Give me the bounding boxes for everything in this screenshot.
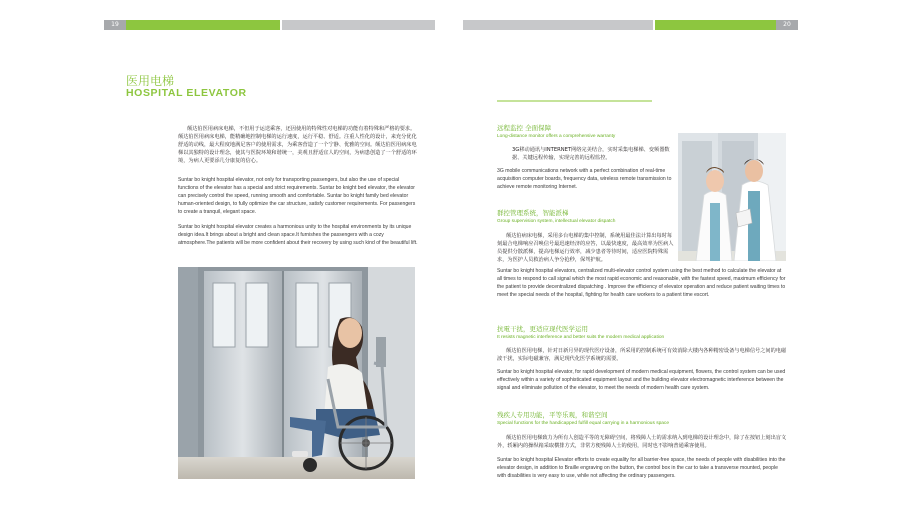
doctors-illustration [678,133,786,261]
doctors-photo [678,133,786,261]
wheelchair-elevator-illustration [178,267,415,479]
section-3-heading-cn: 抗電干扰，更适应现代医学运用 [497,325,588,333]
section-2-heading-cn: 群控管理系统，智能派梯 [497,209,569,217]
page-title-cn: 医用电梯 [126,74,175,88]
right-header-grey-bar [463,20,653,30]
intro-paragraph-cn: 颠达伯医用病床电梯，不但用于运送乘客，还因使用的特殊性对电梯的功能有着特殊和严格的要求。颠达伯医用病床电梯，能精确地控制电梯的运行速度，运行平稳、舒适。注重人性化的设计，来充分优化舒适的动线，最大程度地满足客户的使用需求，为乘客营造了一个宁静、优雅的空间。颠达伯医用病床电梯以其独特的设计理念，使其与医院环境和谐统一，美观且舒适宜人的空间，为病患创造了一个舒适的环境，为病人更要添几分康复的信心。 [178,126,417,164]
section-2-heading [497,209,757,225]
section-1-body-en: 3G mobile communications network with a perfect combination of real-time acquisition computer boards, frequency data, wireless remote transmission to achieve remote monitoring Internet. [497,168,672,190]
section-3-body-cn: 颠达伯医用电梯，针对日新月异的现代医疗设备，所采用的控制系统可有效消除大楼内各种精密设备与电梯信号之间的电磁波干扰，实际电磁兼容，满足现代化医学系统的需要。 [497,348,787,362]
left-header-grey-bar [282,20,435,30]
section-2-heading-en: Group supervision system, intellectual elevator dispatch [497,219,616,224]
right-page-number: 20 [776,20,798,30]
section-4-body-cn: 颠达伯医用电梯致力为所有人创造平等的无障碍空间，将残障人士的需求纳入到电梯的设计理念中，除了在按钮上刻出盲文外，轿厢内的操纵箱采取横排方式，非常方便残障人士的使用，同时也不影响普通乘客使用。 [497,435,787,449]
section-4-heading [497,411,787,427]
section-3-body-en: Suntar bo knight hospital elevator, for rapid development of modern medical equipment, flowers, the control system can be used effectively within a variety of sophisticated equipment layout and the building elevator electromagnetic interference between the signal and eliminate pollution of the elevator, to meet the needs of modern health care system. [497,369,786,391]
section-3-heading [497,325,787,341]
section-2-body-en: Suntar bo knight hospital elevators, centralized multi-elevator control system using the best method to calculate the elevator at all times to respond to call signal which the most rapid economic and reasonable, with the fastest speed, maximum efficiency for the patient to provide decentralized dispatching . Improve the efficiency of elevator operation and reduce patient waiting times to meet the special needs of the hospital, fighting for health care workers to a patient time escort. [497,268,786,298]
left-header-green-bar [126,20,280,30]
section-1-heading [497,124,677,140]
wheelchair-elevator-photo [178,267,415,479]
section-3-heading-en: It resists magnetic interference and better suits the modern medical application [497,335,665,340]
section-1-heading-cn: 远程监控 全面保障 [497,124,552,132]
left-page-number: 19 [104,20,126,30]
section-1-body-cn: 3G移动通讯与INTERNET网络完美结合，实时采集电梯梯、变频器数据、关键远程传输，实现完善的远程监控。 [512,147,670,161]
section-4-body-en: Suntar bo knight hospital Elevator efforts to create equality for all barrier-free space, the needs of people with disabilities into the elevator design, in addition to Braille engraving on the button, the control box in the car to take a transverse mounted, people with disabilities is very easy to use, while not affecting the ordinary passengers. [497,457,786,479]
intro-paragraph-en-2: Suntar bo knight hospital elevator creates a harmonious unity to the hospital environments by its unique design idea.It brings about a bright and clean space.It furnishes the passengers with a cozy atmosphere.The patients will be more confident about their recovery by using such kind of the beautiful lift. [178,224,418,246]
page-title-en: HOSPITAL ELEVATOR [126,87,247,99]
intro-paragraph-en-1: Suntar bo knight hospital elevator, not only for transporting passengers, but also the use of special functions of the elevator has a special and strict requirements. Suntar bo knight bed elevator, the elevator can precisely control the speed, running smooth and comfortable. Suntar bo knight family bed elevator human-oriented design, to fully optimize the car structure, satisfy customer requirements. For passengers to create a tranquil, elegant space. [178,177,416,215]
section-2-body-cn: 颠达伯病床电梯，采用多台电梯的集中控制，系统用最佳法计算出每时每刻最合电梯响应召唤信号最迅速经济的应答，以最快速度，最高效率为医病人员提供分散派梯，提高电梯运行效率，减少患者等待时间，适应医院特殊需求，为医护人员救治病人争分抢秒，保驾护航。 [497,233,674,263]
section-4-heading-cn: 残疾人专用功能，平等乐观，和谐空间 [497,411,608,419]
section-divider-rule [497,100,652,102]
section-1-heading-en: Long-distance monitor offers a comprehensive warranty [497,134,616,139]
right-header-green-bar [655,20,776,30]
section-4-heading-en: Special functions for the handicapped fulfill equal carrying in a harmonious space [497,421,669,426]
